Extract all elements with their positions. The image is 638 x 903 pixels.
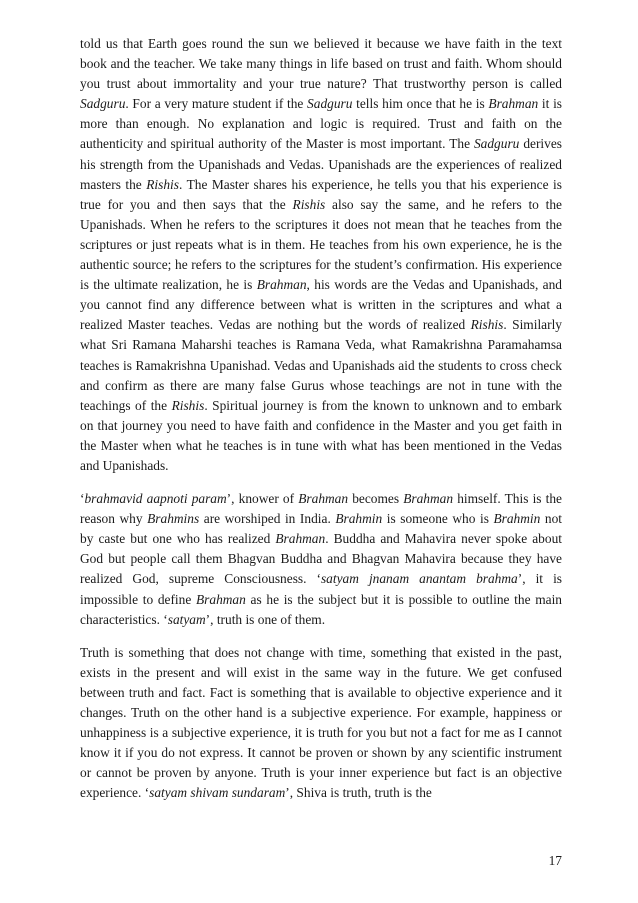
- text-run: it is more than enough. No explanation and logic is required. Trust and faith on the authenticity and spiritual authority of the Master is most important. The: [80, 96, 562, 152]
- italic-term: Brahman: [298, 491, 349, 507]
- text-run: ’, truth is one of them.: [205, 611, 326, 627]
- text-run: ’, it is impossible to define: [80, 571, 562, 607]
- italic-term: Brahman: [195, 591, 246, 607]
- italic-term: Rishis: [171, 397, 205, 413]
- italic-term: Sadguru: [80, 96, 126, 112]
- text-run: told us that Earth goes round the sun we believed it because we have faith in the text book and the teacher. We take many things in life based on trust and faith. Whom should you trust about immortality and your true nature? That trustworthy person is called: [80, 36, 562, 92]
- italic-term: satyam jnanam anantam brahma: [320, 571, 518, 587]
- italic-term: Brahmin: [493, 511, 541, 527]
- italic-term: Rishis: [146, 176, 179, 192]
- text-run: ’, knower of: [226, 491, 299, 507]
- text-run: becomes: [348, 491, 404, 507]
- text-run: Truth is something that does not change with time, something that existed in the past, exists in the present and will exist in the same way in the future. We get confused between truth and fact. Fact is something that is available to objective experience and it changes. Truth on the other hand is a subjective experience. For example, happiness or unhappiness is a subjective experience, it is truth for you but not a fact for me as I cannot know it if you do not express. It cannot be proven or shown by any scientific instrument or cannot be proven by anyone. Truth is your inner experience but fact is an objective experience. ‘: [80, 644, 562, 801]
- text-run: . Similarly what Sri Ramana Maharshi teaches is Ramana Veda, what Ramakrishna Paramahamsa teaches is Ramakrishna Upanishad. Vedas and Upanishads aid the students to cross check and confirm as there are many false Gurus whose teachings are not in tune with the teachings of the: [80, 317, 562, 413]
- text-run: ’, Shiva is truth, truth is the: [285, 785, 432, 801]
- italic-term: Brahman: [403, 491, 454, 507]
- text-run: , his words are the Vedas and Upanishads, and you cannot find any difference between what is written in the scriptures and what a realized Master teaches. Vedas are nothing but the words of realized: [80, 277, 562, 333]
- italic-term: Brahman: [488, 96, 539, 112]
- text-run: . Buddha and Mahavira never spoke about God but people call them Bhagvan Buddha and Bhagvan Mahavira because they have realized God, supreme Consciousness. ‘: [80, 531, 562, 587]
- document-body: [80, 34, 562, 816]
- text-run: not by caste but one who has realized: [80, 511, 562, 547]
- text-run: is someone who is: [382, 511, 494, 527]
- text-run: ‘: [80, 491, 85, 507]
- italic-term: Brahmin: [335, 511, 383, 527]
- italic-term: Brahman: [275, 531, 326, 547]
- text-run: as he is the subject but it is possible to outline the main characteristics. ‘: [80, 591, 562, 627]
- text-run: himself. This is the reason why: [80, 491, 563, 527]
- paragraph: [80, 643, 562, 804]
- paragraph: [80, 34, 562, 476]
- text-run: also say the same, and he refers to the Upanishads. When he refers to the scriptures it does not mean that he teaches from the scriptures or just repeats what is in them. He teaches from his own experience, he is the authentic source; he refers to the scriptures for the student’s confirmation. His experience is the ultimate realization, he is: [80, 196, 562, 293]
- italic-term: Sadguru: [473, 136, 520, 152]
- text-run: derives his strength from the Upanishads and Vedas. Upanishads are the experiences of realized masters the: [80, 136, 562, 192]
- italic-term: satyam shivam sundaram: [149, 785, 286, 801]
- italic-term: satyam: [167, 611, 206, 627]
- text-run: tells him once that he is: [352, 96, 489, 112]
- paragraph: [80, 489, 562, 630]
- italic-term: brahmavid aapnoti param: [84, 491, 227, 507]
- italic-term: Brahmins: [147, 511, 200, 527]
- text-run: . Spiritual journey is from the known to unknown and to embark on that journey you need to have faith and confidence in the Master and you get faith in the Master when what he teaches is in tune with what has been mentioned in the Vedas and Upanishads.: [80, 397, 563, 473]
- italic-term: Sadguru: [307, 96, 353, 112]
- italic-term: Rishis: [470, 317, 504, 333]
- text-run: . The Master shares his experience, he tells you that his experience is true for you and then says that the: [80, 176, 562, 212]
- page-number: 17: [548, 853, 562, 868]
- text-run: are worshiped in India.: [199, 511, 336, 527]
- italic-term: Brahman: [256, 277, 307, 293]
- italic-term: Rishis: [292, 196, 326, 212]
- text-run: . For a very mature student if the: [125, 96, 308, 112]
